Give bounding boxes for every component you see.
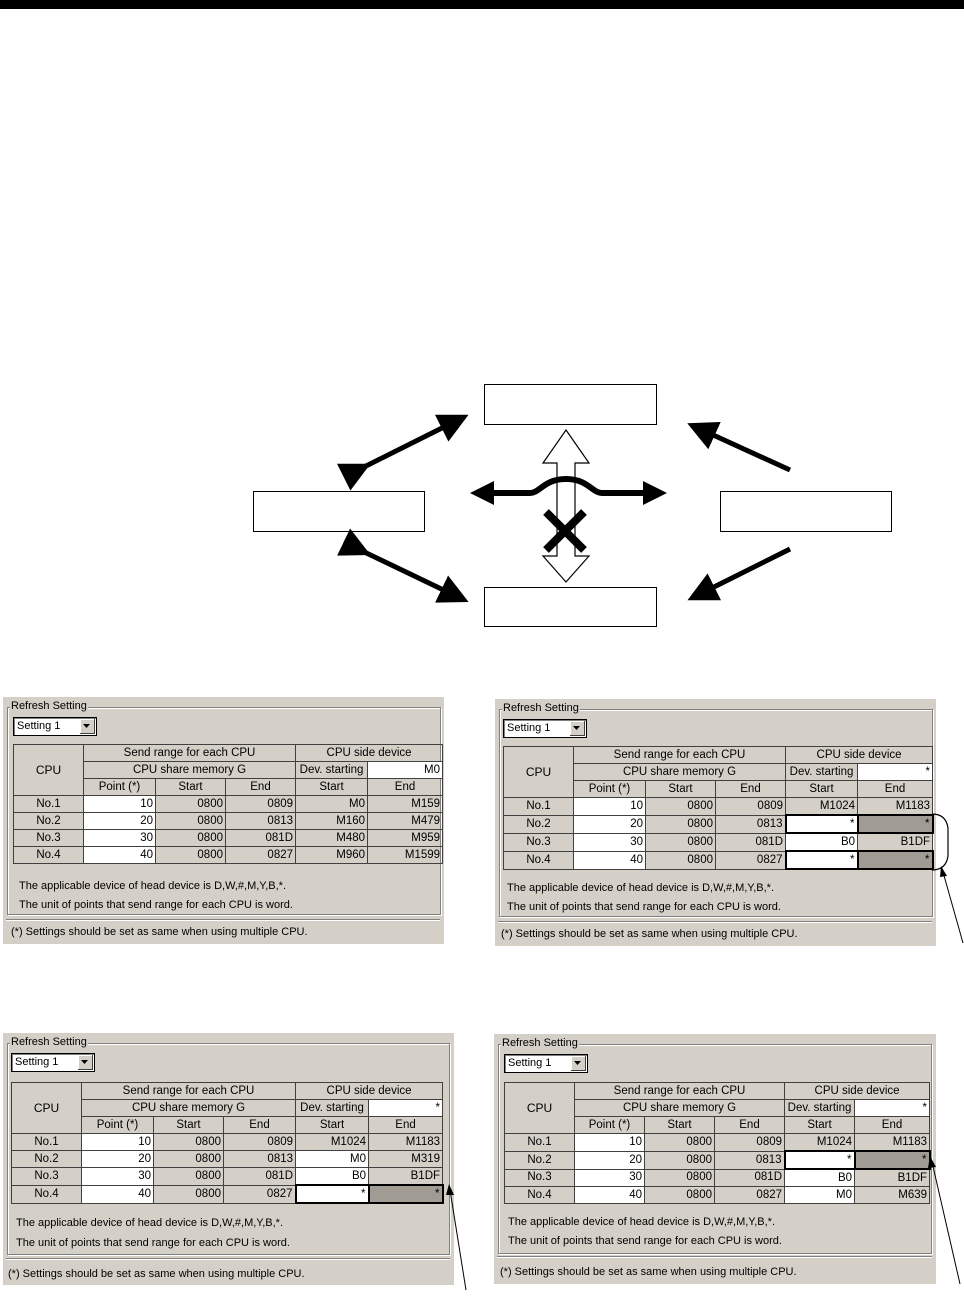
setting-select-value: Setting 1	[15, 1056, 59, 1068]
header-start: Start	[156, 779, 226, 796]
note-applicable-device: The applicable device of head device is D,W,#,M,Y,B,*.	[507, 882, 774, 894]
end-value: 0813	[224, 1151, 296, 1168]
header-send-range: Send range for each CPU	[575, 1083, 785, 1100]
header-device-end: End	[368, 779, 443, 796]
device-end: M479	[368, 813, 443, 830]
dev-starting-input[interactable]: M0	[368, 762, 443, 779]
header-share-memory: CPU share memory G	[575, 1100, 785, 1117]
header-send-range: Send range for each CPU	[84, 745, 296, 762]
start-value: 0800	[645, 1151, 715, 1169]
cpu-label: No.4	[505, 1187, 575, 1204]
start-value: 0800	[156, 796, 226, 813]
end-value: 0809	[716, 798, 786, 816]
point-input[interactable]: 40	[82, 1185, 154, 1203]
header-cpu-side-device: CPU side device	[296, 1083, 443, 1100]
cpu-label: No.3	[12, 1168, 82, 1186]
device-start[interactable]: *	[786, 851, 858, 869]
header-send-range: Send range for each CPU	[82, 1083, 296, 1100]
device-start: B0	[296, 1168, 369, 1186]
cpu-label: No.4	[504, 851, 574, 869]
header-share-memory: CPU share memory G	[82, 1100, 296, 1117]
start-value: 0800	[156, 830, 226, 847]
header-point: Point (*)	[574, 781, 646, 798]
start-value: 0800	[645, 1187, 715, 1204]
header-device-end: End	[858, 781, 933, 798]
point-input[interactable]: 10	[575, 1134, 645, 1152]
end-value: 0813	[226, 813, 296, 830]
point-input[interactable]: 30	[82, 1168, 154, 1186]
header-device-end: End	[369, 1117, 443, 1134]
point-input[interactable]: 30	[84, 830, 156, 847]
device-end: M1183	[858, 798, 933, 816]
end-value: 0813	[716, 815, 786, 833]
device-end: *	[858, 851, 933, 869]
header-end: End	[715, 1117, 785, 1134]
point-input[interactable]: 20	[574, 815, 646, 833]
device-start: M1024	[786, 798, 858, 816]
start-value: 0800	[646, 815, 716, 833]
header-cpu: CPU	[504, 747, 574, 798]
end-value: 0827	[224, 1185, 296, 1203]
callout-line-panel-3	[450, 1190, 466, 1290]
device-start: M0	[296, 1151, 369, 1168]
end-value: 0809	[224, 1134, 296, 1151]
device-end: *	[855, 1151, 930, 1169]
start-value: 0800	[646, 798, 716, 816]
start-value: 0800	[645, 1169, 715, 1187]
header-cpu: CPU	[12, 1083, 82, 1134]
point-input[interactable]: 40	[574, 851, 646, 869]
device-end: M639	[855, 1187, 930, 1204]
end-value: 0827	[715, 1187, 785, 1204]
header-cpu: CPU	[14, 745, 84, 796]
header-dev-starting: Dev. starting	[786, 764, 858, 781]
cpu-label: No.4	[14, 847, 84, 864]
end-value: 0827	[226, 847, 296, 864]
footer-note: (*) Settings should be set as same when using multiple CPU.	[8, 1268, 305, 1280]
header-cpu-side-device: CPU side device	[296, 745, 443, 762]
cpu-label: No.1	[504, 798, 574, 816]
panel-title: Refresh Setting	[11, 1036, 87, 1048]
header-device-start: Start	[296, 1117, 369, 1134]
cpu-label: No.3	[14, 830, 84, 847]
device-start: M0	[296, 796, 368, 813]
cpu-label: No.1	[12, 1134, 82, 1151]
start-value: 0800	[156, 847, 226, 864]
header-dev-starting: Dev. starting	[296, 762, 368, 779]
cpu-label: No.1	[505, 1134, 575, 1152]
note-applicable-device: The applicable device of head device is D,W,#,M,Y,B,*.	[508, 1216, 775, 1228]
dev-starting-input[interactable]: *	[369, 1100, 443, 1117]
device-start[interactable]: *	[786, 815, 858, 833]
cpu-label: No.2	[504, 815, 574, 833]
footer-note: (*) Settings should be set as same when using multiple CPU.	[500, 1266, 797, 1278]
note-unit-of-points: The unit of points that send range for each CPU is word.	[508, 1235, 782, 1247]
end-value: 081D	[224, 1168, 296, 1186]
header-start: Start	[646, 781, 716, 798]
end-value: 0809	[715, 1134, 785, 1152]
brace-mark	[932, 814, 948, 870]
device-start: M1024	[785, 1134, 855, 1152]
start-value: 0800	[646, 851, 716, 869]
callout-line-panel-2	[943, 872, 963, 943]
start-value: 0800	[154, 1134, 224, 1151]
start-value: 0800	[154, 1185, 224, 1203]
header-send-range: Send range for each CPU	[574, 747, 786, 764]
setting-select-value: Setting 1	[17, 720, 61, 732]
header-start: Start	[645, 1117, 715, 1134]
end-value: 081D	[715, 1169, 785, 1187]
device-end: B1DF	[369, 1168, 443, 1186]
header-device-end: End	[855, 1117, 930, 1134]
device-end: M959	[368, 830, 443, 847]
end-value: 0827	[716, 851, 786, 869]
device-end: *	[369, 1185, 443, 1203]
device-start[interactable]: *	[785, 1151, 855, 1169]
cpu-label: No.2	[12, 1151, 82, 1168]
point-input[interactable]: 30	[575, 1169, 645, 1187]
dev-starting-input[interactable]: *	[858, 764, 933, 781]
note-unit-of-points: The unit of points that send range for each CPU is word.	[16, 1237, 290, 1249]
device-end: M159	[368, 796, 443, 813]
header-device-start: Start	[296, 779, 368, 796]
device-end: M1183	[855, 1134, 930, 1152]
device-start: M160	[296, 813, 368, 830]
footer-note: (*) Settings should be set as same when using multiple CPU.	[11, 926, 308, 938]
device-end: *	[858, 815, 933, 833]
device-end: M1183	[369, 1134, 443, 1151]
device-start: M0	[785, 1187, 855, 1204]
point-input[interactable]: 20	[575, 1151, 645, 1169]
cpu-label: No.4	[12, 1185, 82, 1203]
setting-select-value: Setting 1	[508, 1057, 552, 1069]
device-end: M1599	[368, 847, 443, 864]
start-value: 0800	[646, 833, 716, 851]
header-cpu-side-device: CPU side device	[786, 747, 933, 764]
header-cpu-side-device: CPU side device	[785, 1083, 930, 1100]
panel-title: Refresh Setting	[502, 1037, 578, 1049]
header-share-memory: CPU share memory G	[84, 762, 296, 779]
cpu-label: No.3	[504, 833, 574, 851]
device-end: B1DF	[858, 833, 933, 851]
header-dev-starting: Dev. starting	[296, 1100, 369, 1117]
header-dev-starting: Dev. starting	[785, 1100, 855, 1117]
panel-title: Refresh Setting	[11, 700, 87, 712]
cpu-label: No.1	[14, 796, 84, 813]
cpu-label: No.2	[505, 1151, 575, 1169]
note-applicable-device: The applicable device of head device is D,W,#,M,Y,B,*.	[16, 1217, 283, 1229]
header-point: Point (*)	[84, 779, 156, 796]
point-input[interactable]: 40	[575, 1187, 645, 1204]
point-input[interactable]: 10	[84, 796, 156, 813]
point-input[interactable]: 40	[84, 847, 156, 864]
device-end: B1DF	[855, 1169, 930, 1187]
point-input[interactable]: 20	[84, 813, 156, 830]
header-share-memory: CPU share memory G	[574, 764, 786, 781]
header-cpu: CPU	[505, 1083, 575, 1134]
start-value: 0800	[645, 1134, 715, 1152]
point-input[interactable]: 10	[574, 798, 646, 816]
footer-note: (*) Settings should be set as same when using multiple CPU.	[501, 928, 798, 940]
note-applicable-device: The applicable device of head device is D,W,#,M,Y,B,*.	[19, 880, 286, 892]
header-device-start: Start	[785, 1117, 855, 1134]
header-end: End	[224, 1117, 296, 1134]
callout-line-panel-4	[932, 1162, 960, 1284]
setting-select-value: Setting 1	[507, 722, 551, 734]
device-start: M480	[296, 830, 368, 847]
end-value: 0809	[226, 796, 296, 813]
point-input[interactable]: 30	[574, 833, 646, 851]
end-value: 081D	[226, 830, 296, 847]
panel-title: Refresh Setting	[503, 702, 579, 714]
header-point: Point (*)	[575, 1117, 645, 1134]
dev-starting-input[interactable]: *	[855, 1100, 930, 1117]
header-device-start: Start	[786, 781, 858, 798]
device-end: M319	[369, 1151, 443, 1168]
device-start: M960	[296, 847, 368, 864]
start-value: 0800	[156, 813, 226, 830]
cpu-label: No.3	[505, 1169, 575, 1187]
cpu-label: No.2	[14, 813, 84, 830]
header-point: Point (*)	[82, 1117, 154, 1134]
header-end: End	[716, 781, 786, 798]
device-start: B0	[786, 833, 858, 851]
header-end: End	[226, 779, 296, 796]
device-start: B0	[785, 1169, 855, 1187]
device-start[interactable]: *	[296, 1185, 369, 1203]
note-unit-of-points: The unit of points that send range for each CPU is word.	[507, 901, 781, 913]
header-start: Start	[154, 1117, 224, 1134]
start-value: 0800	[154, 1168, 224, 1186]
point-input[interactable]: 10	[82, 1134, 154, 1151]
point-input[interactable]: 20	[82, 1151, 154, 1168]
end-value: 081D	[716, 833, 786, 851]
start-value: 0800	[154, 1151, 224, 1168]
end-value: 0813	[715, 1151, 785, 1169]
note-unit-of-points: The unit of points that send range for each CPU is word.	[19, 899, 293, 911]
device-start: M1024	[296, 1134, 369, 1151]
